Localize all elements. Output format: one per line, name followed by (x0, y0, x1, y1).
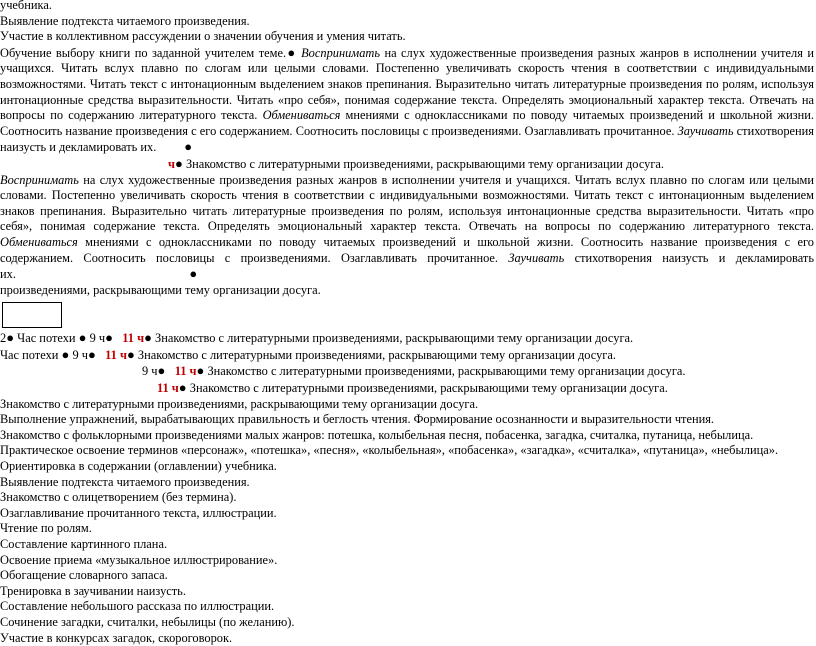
text-line (0, 156, 814, 173)
text-run: Знакомство с литературными произведениями, раскрывающими тему организации досуга. (186, 381, 668, 396)
text-line: Тренировка в заучивании наизусть. (0, 583, 186, 598)
hours-label: 11 ч (157, 381, 179, 396)
italic-term: Обмениваться (0, 234, 78, 249)
hours-label: 11 ч (122, 331, 145, 346)
bullet-icon: ● (184, 139, 193, 155)
row-number: 2 (0, 331, 7, 346)
text-run: стихотворения наизусть и декламировать их. (0, 250, 814, 282)
bullet-icon: ● (178, 380, 187, 396)
text-run: Знакомство с литературными произведениями, раскрывающими тему организации досуга. (182, 156, 665, 171)
hours-label: 9 ч (142, 364, 158, 379)
bullet-icon: ● (157, 363, 166, 379)
hours-label: 9 ч (86, 331, 106, 346)
bullet-icon: ● (196, 363, 205, 379)
table-row (0, 347, 814, 364)
text-line: Сочинение загадки, считалки, небылицы (по желанию). (0, 614, 295, 629)
section-title: Час потехи (0, 347, 62, 362)
bullet-icon: ● (105, 330, 113, 346)
text-line: Выявление подтекста читаемого произведения. (0, 474, 250, 489)
text-run: стихотворения наизусть и декламировать их. (0, 123, 814, 155)
empty-table-cell (2, 302, 62, 328)
hours-label: ч (168, 156, 175, 171)
italic-term: Воспринимать (301, 45, 380, 60)
text-line: Обогащение словарного запаса. (0, 568, 168, 583)
bullet-icon: ● (286, 44, 297, 60)
text-line: произведениями, раскрывающими тему организации досуга. (0, 282, 321, 297)
text-line: Составление картинного плана. (0, 537, 168, 551)
paragraph-activities-1 (0, 45, 814, 156)
text-run: Знакомство с литературными произведениями, раскрывающими тему организации досуга. (204, 364, 686, 379)
hours-label: 11 ч (105, 347, 127, 362)
bullet-icon: ● (78, 330, 87, 346)
italic-term: Воспринимать (0, 172, 79, 187)
bullet-icon: ● (61, 346, 70, 362)
hours-label: 11 ч (174, 364, 197, 379)
bullet-icon: ● (6, 330, 15, 346)
text-run: на слух художественные произведения разных жанров в исполнении учителя и учащихся. Читать вслух плавно по слогам или целыми словами. Постепенно увеличивать скорость чтения в соответствии с индивидуальными возможностями. Читать текст с интонационным выделением знаков препинания. Выразительно читать литературные произведения по ролям, используя интонационные средства выразительности. Читать «про себя», понимая содержание текста. Определять эмоциональный характер текста. Отвечать на вопросы по содержанию литературного текста. (0, 45, 814, 123)
italic-term: Заучивать (508, 250, 565, 265)
table-row (0, 330, 814, 347)
text-line: Знакомство с литературными произведениями, раскрывающими тему организации досуга. (0, 396, 479, 411)
bullet-icon: ● (126, 346, 135, 362)
bullet-icon: ● (144, 330, 152, 346)
text-run: мнениями с одноклассниками по поводу читаемых произведений и школьной жизни. Соотносить название произведения с его содержанием. Соотносить пословицы с произведениями. Озаглавливать прочитанное. (0, 108, 814, 138)
paragraph-activities-2 (0, 173, 814, 283)
bullet-icon: ● (189, 266, 198, 282)
text-run: на слух художественные произведения разных жанров в исполнении учителя и учащихся. Читать вслух плавно по слогам или целыми словами. Постепенно увеличивать скорость чтения в соответствии с индивидуальными возможностями. Читать текст с интонационным выделением знаков препинания. Выразительно читать литературные произведения по ролям, используя интонационные средства выразительности. Читать «про себя», понимая содержание текста. Определять эмоциональный характер текста. Отвечать на вопросы по содержанию литературного текста. (0, 172, 814, 234)
text-run: Обучение выбору книги по заданной учителем теме. (0, 45, 287, 60)
text-line: Освоение приема «музыкальное иллюстрирование». (0, 552, 278, 567)
bullet-icon: ● (175, 155, 183, 171)
table-row (0, 363, 814, 380)
text-line: Составление небольшого рассказа по иллюстрации. (0, 599, 275, 614)
italic-term: Обмениваться (262, 108, 341, 123)
text-line: учебника. (0, 0, 52, 12)
bullet-icon: ● (87, 346, 96, 362)
text-line: Выполнение упражнений, вырабатывающих правильность и беглость чтения. Формирование осознанности и выразительности чтения. (0, 412, 715, 427)
text-line: Участие в конкурсах загадок, скороговорок. (0, 630, 233, 645)
section-title: Час потехи (14, 331, 79, 346)
text-line: Озаглавливание прочитанного текста, иллюстрации. (0, 505, 277, 520)
text-line: Знакомство с фольклорными произведениями малых жанров: потешка, колыбельная песня, побасенка, загадка, считалка, путаница, небылица. (0, 427, 754, 442)
text-line: Ориентировка в содержании (оглавлении) учебника. (0, 459, 277, 474)
text-line: Практическое освоение терминов «персонаж», «потешка», «песня», «колыбельная», «побасенка», «загадка», «считалка», «путаница», «небылица». (0, 443, 779, 458)
italic-term: Заучивать (677, 123, 734, 138)
text-run: Знакомство с литературными произведениями, раскрывающими тему организации досуга. (151, 331, 634, 346)
text-run: Знакомство с литературными произведениями, раскрывающими тему организации досуга. (134, 347, 616, 362)
text-run: мнениями с одноклассниками по поводу читаемых произведений и школьной жизни. Соотносить название произведения с его содержанием. Соотносить пословицы с произведениями. Озаглавливать прочитанное. (0, 234, 814, 265)
text-line: Участие в коллективном рассуждении о значении обучения и умения читать. (0, 29, 406, 44)
text-line: Выявление подтекста читаемого произведения. (0, 13, 250, 28)
text-line: Чтение по ролям. (0, 521, 92, 536)
table-row (0, 380, 814, 397)
hours-label: 9 ч (69, 347, 88, 362)
text-line: Знакомство с олицетворением (без термина). (0, 490, 237, 505)
